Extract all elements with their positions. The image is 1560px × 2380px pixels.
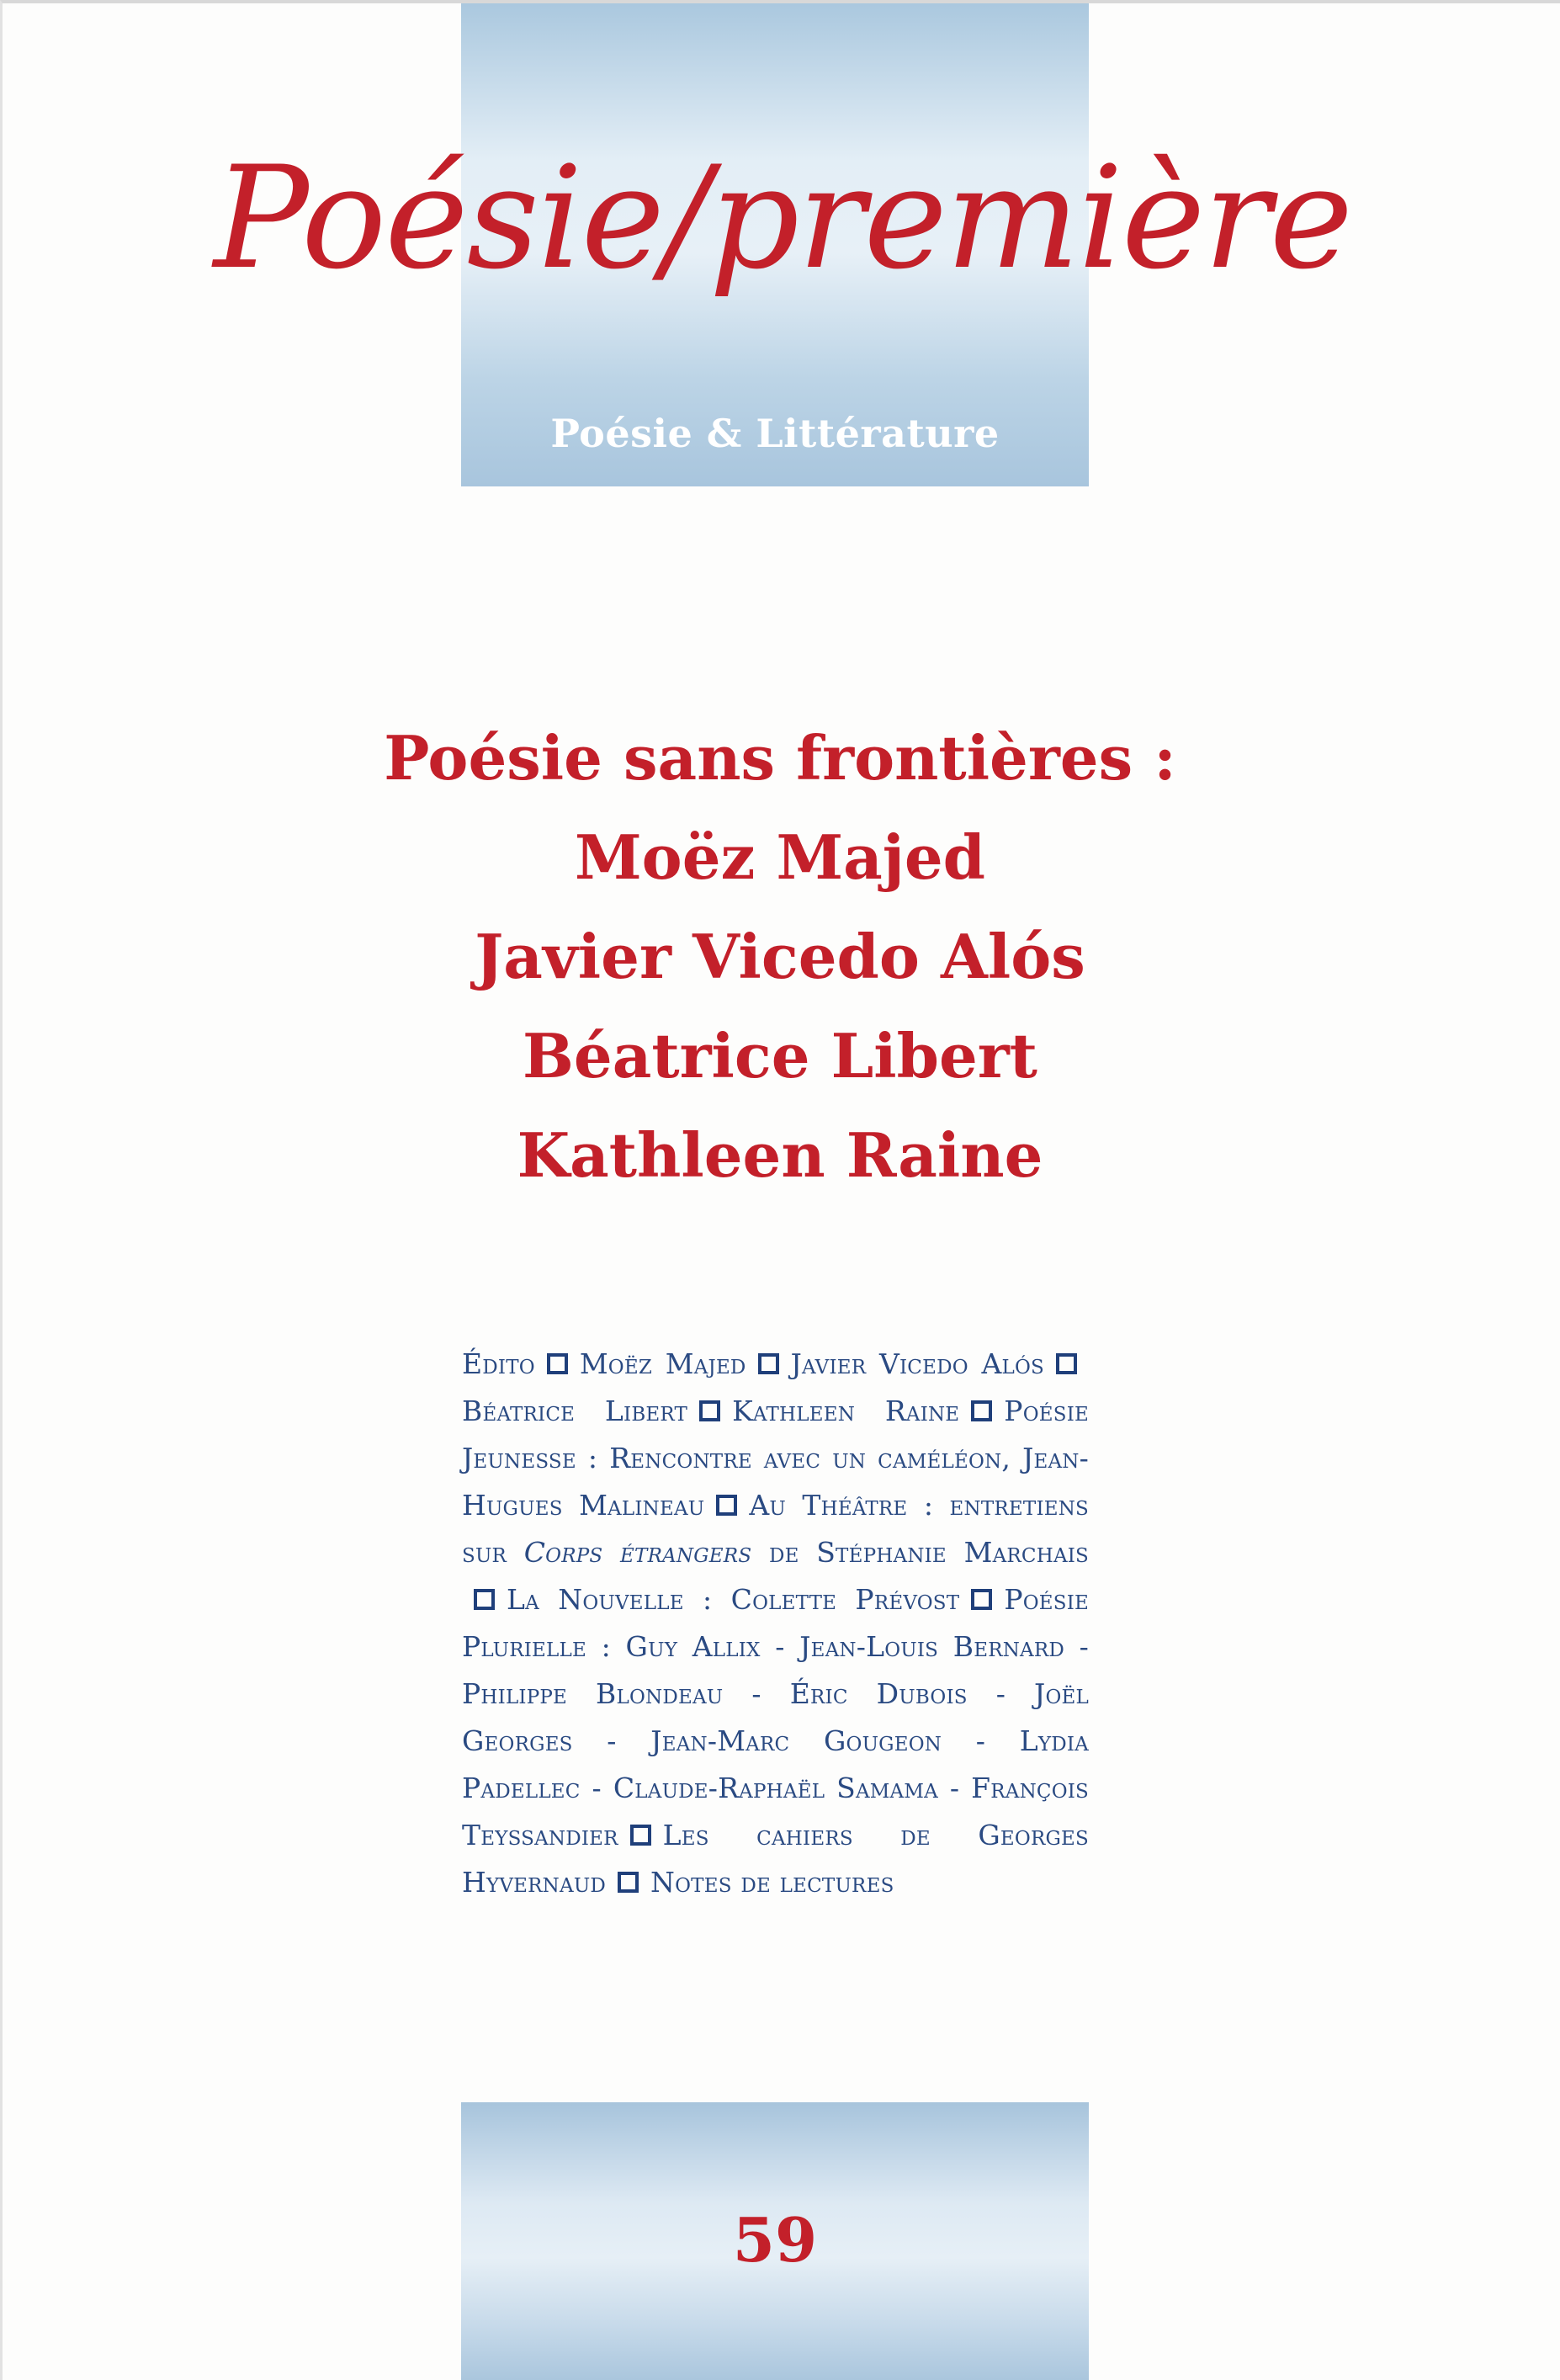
masthead-title: Poésie/première bbox=[213, 135, 1352, 300]
square-separator-icon bbox=[618, 1872, 639, 1893]
contents-item: La Nouvelle : Colette Prévost bbox=[507, 1583, 960, 1616]
contents-item: Édito bbox=[462, 1347, 535, 1380]
square-separator-icon bbox=[971, 1400, 992, 1421]
headline-line: Béatrice Libert bbox=[523, 1020, 1037, 1092]
contents-item: Poésie Plurielle : Guy Allix - Jean-Louis Bernard - Philippe Blondeau - Éric Dubois - Joël Georges - Jean-Marc Gougeon - Lydia Padellec - Claude-Raphaël Samama - François Teyssandier bbox=[462, 1583, 1089, 1851]
contents-text: de Stéphanie Marchais bbox=[751, 1536, 1090, 1569]
headline-line: Kathleen Raine bbox=[517, 1119, 1043, 1191]
contents-text: Au Théâtre : entretiens sur bbox=[462, 1489, 1089, 1569]
contents-item: Les cahiers de Georges Hyvernaud bbox=[462, 1819, 1089, 1899]
headline-line: Poésie sans frontières : bbox=[384, 722, 1176, 794]
square-separator-icon bbox=[716, 1495, 737, 1516]
contents-item: Notes de lectures bbox=[650, 1866, 894, 1899]
square-separator-icon bbox=[474, 1589, 495, 1610]
contents-work-title: Corps étrangers bbox=[523, 1536, 752, 1569]
square-separator-icon bbox=[547, 1353, 568, 1374]
headline-line: Javier Vicedo Alós bbox=[475, 921, 1085, 992]
issue-number: 59 bbox=[732, 2204, 818, 2276]
square-separator-icon bbox=[699, 1400, 720, 1421]
headline-line: Moëz Majed bbox=[574, 821, 986, 893]
square-separator-icon bbox=[630, 1825, 651, 1846]
contents-item: Béatrice Libert bbox=[462, 1395, 688, 1427]
contents-item: Poésie Jeunesse : Rencontre avec un caméléon, Jean-Hugues Malineau bbox=[462, 1395, 1089, 1522]
contents-item: Kathleen Raine bbox=[732, 1395, 960, 1427]
contents-item: Javier Vicedo Alós bbox=[790, 1347, 1044, 1380]
square-separator-icon bbox=[971, 1589, 992, 1610]
table-of-contents bbox=[462, 1341, 1089, 1906]
square-separator-icon bbox=[1056, 1353, 1077, 1374]
masthead-subtitle: Poésie & Littérature bbox=[550, 411, 1000, 456]
square-separator-icon bbox=[758, 1353, 779, 1374]
contents-item: Moëz Majed bbox=[579, 1347, 746, 1380]
